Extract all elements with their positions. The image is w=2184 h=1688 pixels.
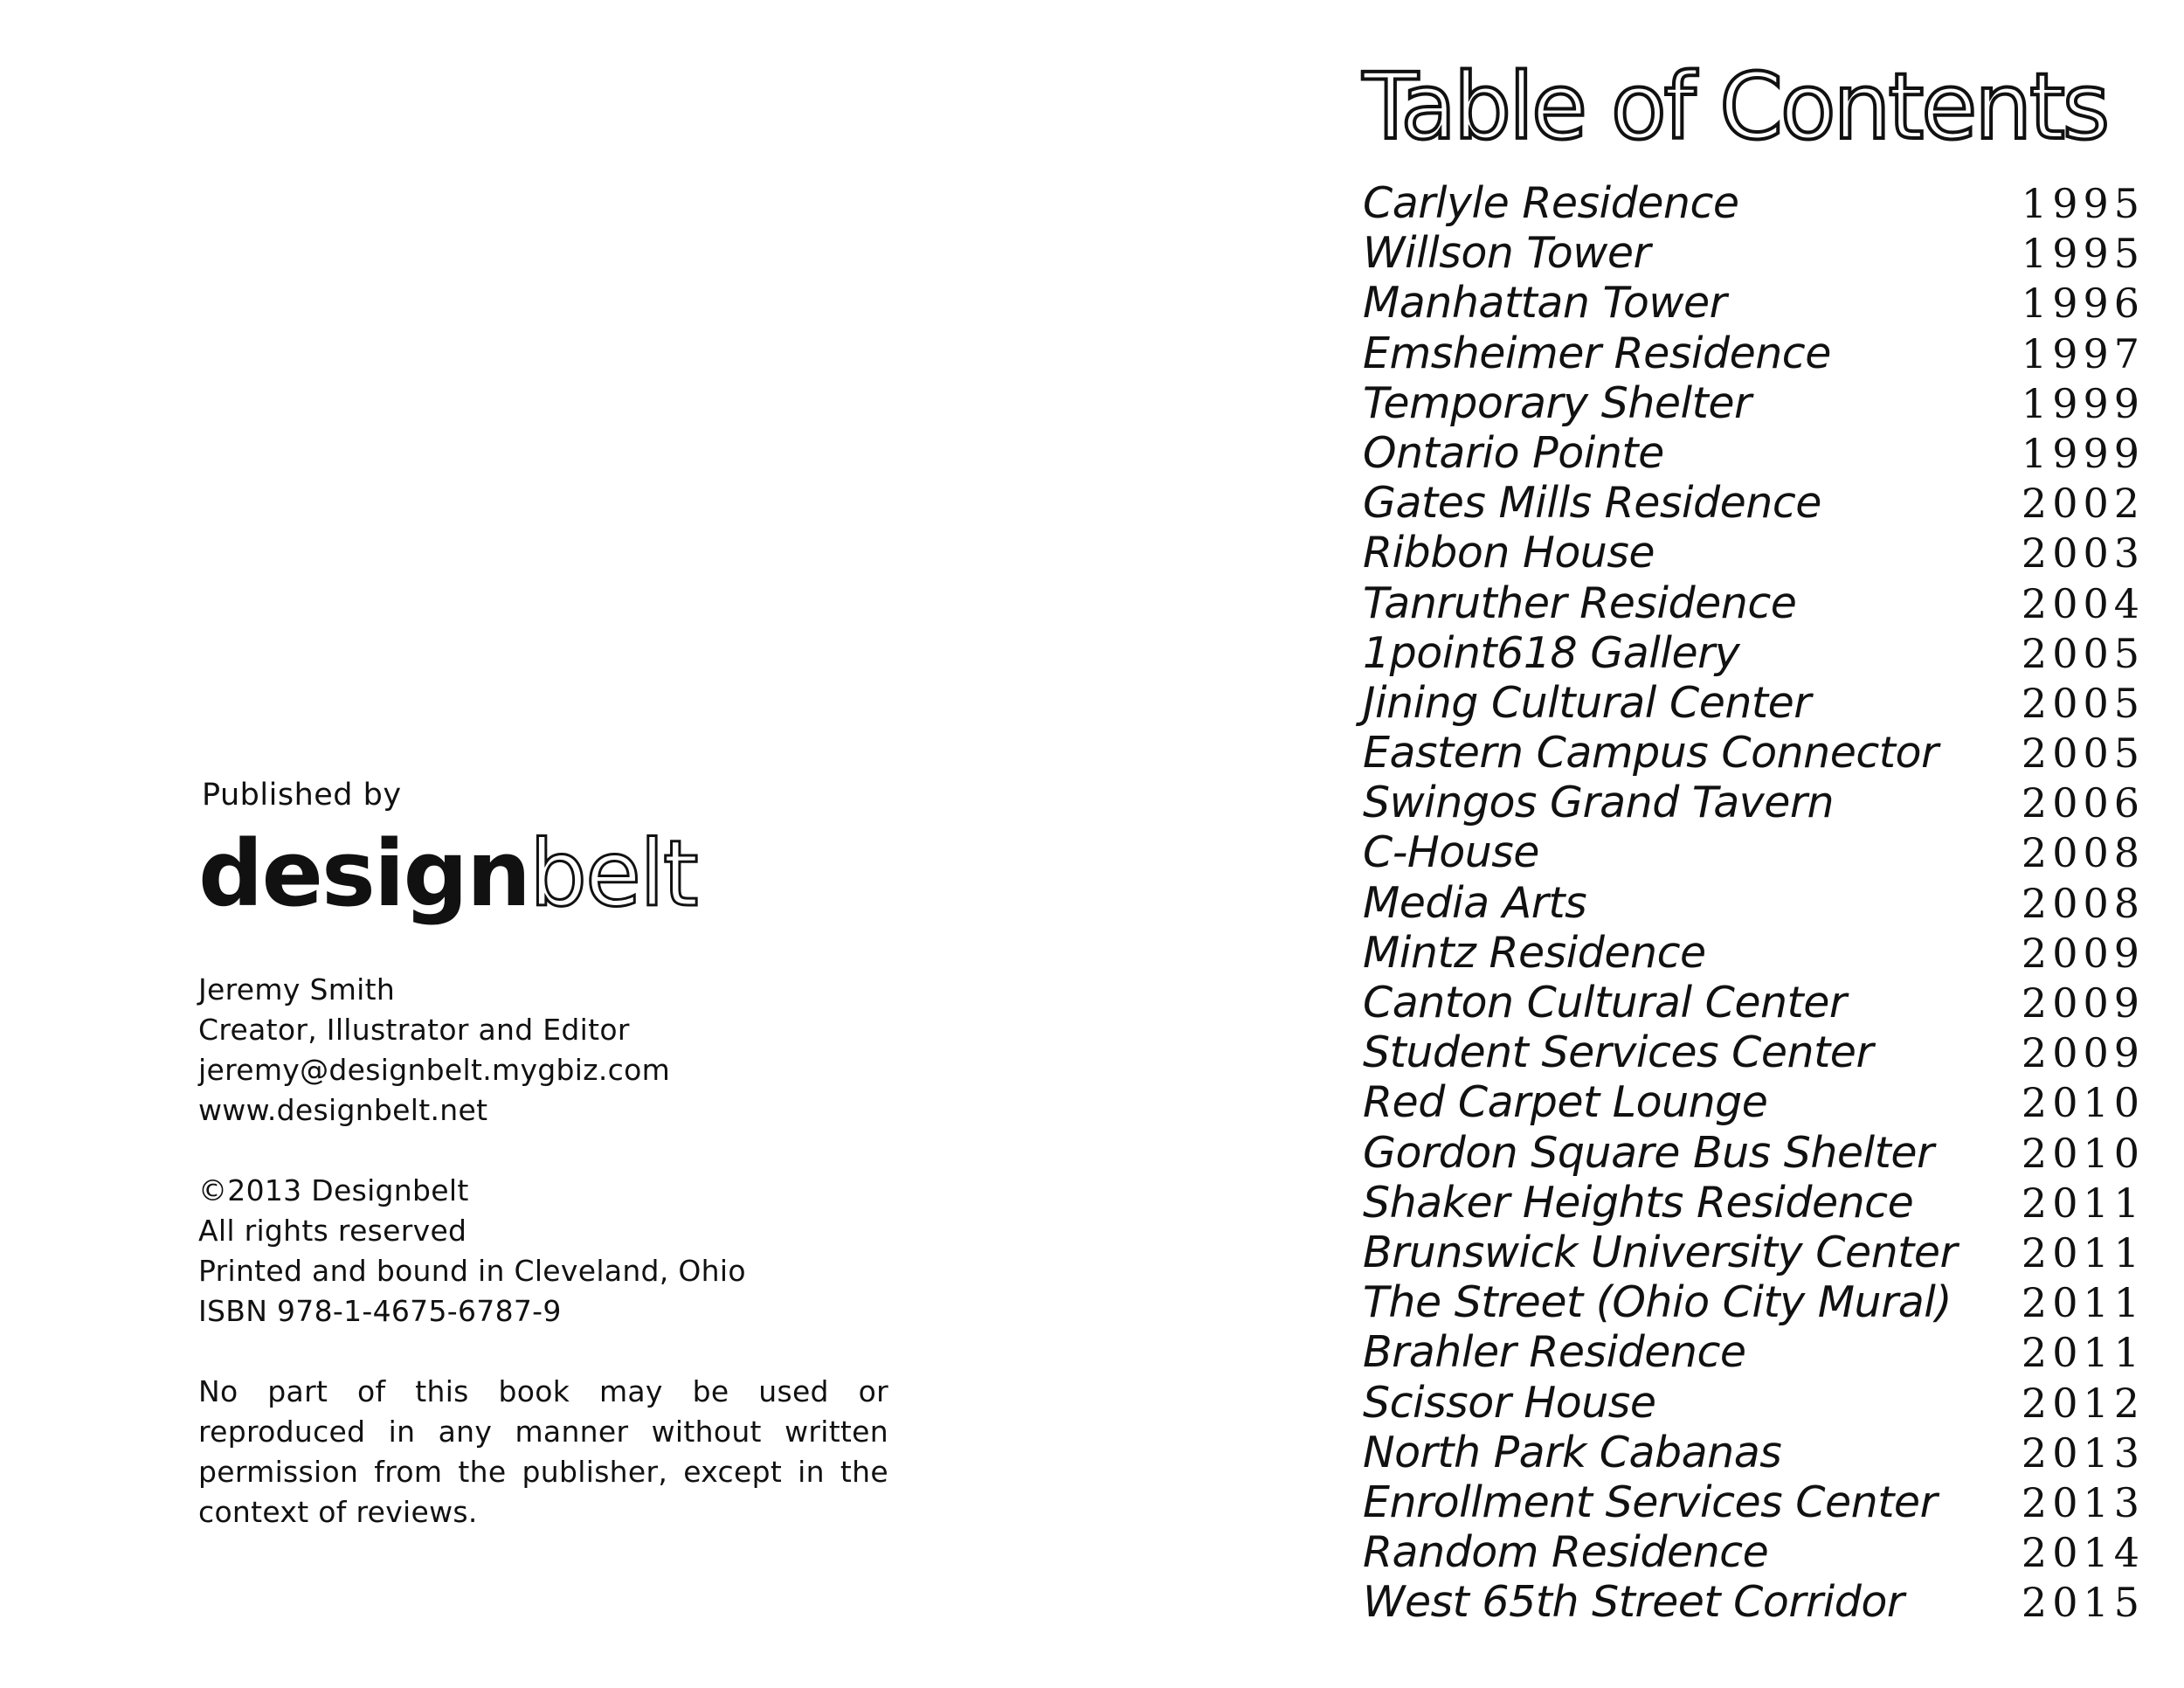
toc-entry-name: Gates Mills Residence bbox=[1363, 478, 1821, 529]
toc-entry-name: Ribbon House bbox=[1363, 528, 1655, 578]
toc-entry bbox=[1363, 329, 2145, 378]
toc-entry bbox=[1363, 1277, 2145, 1327]
toc-entry-name: Brunswick University Center bbox=[1363, 1227, 1958, 1277]
toc-entry-year: 2012 bbox=[2021, 1379, 2145, 1427]
toc-entry-name: West 65th Street Corridor bbox=[1363, 1577, 1904, 1628]
toc-entry-year: 2008 bbox=[2021, 829, 2145, 877]
toc-entry bbox=[1363, 1577, 2145, 1627]
toc-entry-year: 2011 bbox=[2021, 1228, 2145, 1276]
toc-entry-name: Enrollment Services Center bbox=[1363, 1477, 1938, 1527]
toc-entry-year: 2011 bbox=[2021, 1179, 2145, 1227]
toc-entry bbox=[1363, 928, 2145, 978]
toc-entry bbox=[1363, 1527, 2145, 1577]
toc-entry bbox=[1363, 778, 2145, 827]
toc-entry-year: 2004 bbox=[2021, 579, 2145, 627]
toc-entry bbox=[1363, 678, 2145, 728]
toc-entry-year: 2013 bbox=[2021, 1478, 2145, 1526]
toc-entry-year: 1996 bbox=[2021, 280, 2145, 328]
toc-title: Table of Contents bbox=[1363, 53, 2108, 160]
toc-entry-name: Media Arts bbox=[1363, 877, 1587, 928]
toc-entry bbox=[1363, 528, 2145, 578]
toc-entry-year: 2013 bbox=[2021, 1429, 2145, 1477]
toc-entry bbox=[1363, 228, 2145, 278]
toc-entry-year: 1995 bbox=[2021, 230, 2145, 278]
toc-entry-name: Jining Cultural Center bbox=[1363, 677, 1811, 728]
toc-entry-year: 2011 bbox=[2021, 1329, 2145, 1377]
toc-entry-name: Emsheimer Residence bbox=[1363, 328, 1831, 378]
isbn-line: ISBN 978-1-4675-6787-9 bbox=[198, 1294, 562, 1328]
toc-entry-name: Shaker Heights Residence bbox=[1363, 1177, 1914, 1228]
author-role: Creator, Illustrator and Editor bbox=[198, 1013, 630, 1047]
toc-entry bbox=[1363, 1178, 2145, 1228]
toc-entry-name: Manhattan Tower bbox=[1363, 278, 1727, 329]
toc-entry bbox=[1363, 827, 2145, 877]
toc-entry bbox=[1363, 1228, 2145, 1277]
toc-entry-year: 2005 bbox=[2021, 730, 2145, 778]
toc-entry bbox=[1363, 1128, 2145, 1178]
toc-entry-name: Student Services Center bbox=[1363, 1027, 1874, 1078]
toc-entry-name: 1point618 Gallery bbox=[1363, 627, 1740, 678]
toc-entry-year: 2005 bbox=[2021, 679, 2145, 727]
toc-entry-name: Ontario Pointe bbox=[1363, 427, 1664, 478]
toc-entry-year: 2009 bbox=[2021, 979, 2145, 1027]
toc-entry-name: North Park Cabanas bbox=[1363, 1427, 1782, 1477]
toc-entry-year: 2010 bbox=[2021, 1079, 2145, 1127]
toc-entry-name: Scissor House bbox=[1363, 1377, 1656, 1428]
printed-line: Printed and bound in Cleveland, Ohio bbox=[198, 1254, 746, 1288]
logo-solid-text: design bbox=[198, 820, 530, 927]
toc-entry-name: Random Residence bbox=[1363, 1527, 1769, 1578]
toc-entry bbox=[1363, 1027, 2145, 1077]
toc-entry-year: 2011 bbox=[2021, 1279, 2145, 1327]
toc-entry bbox=[1363, 428, 2145, 478]
author-email: jeremy@designbelt.mygbiz.com bbox=[198, 1053, 671, 1087]
toc-entry-year: 2008 bbox=[2021, 879, 2145, 927]
toc-entry-year: 1999 bbox=[2021, 429, 2145, 477]
toc-entry-name: The Street (Ohio City Mural) bbox=[1363, 1277, 1952, 1328]
toc-entry-year: 2010 bbox=[2021, 1129, 2145, 1177]
toc-entry bbox=[1363, 378, 2145, 428]
toc-entry bbox=[1363, 878, 2145, 928]
toc-entry-name: Swingos Grand Tavern bbox=[1363, 778, 1835, 828]
toc-entry bbox=[1363, 1077, 2145, 1127]
toc-entry bbox=[1363, 628, 2145, 678]
toc-entry-year: 2005 bbox=[2021, 629, 2145, 677]
toc-entry-name: Tanruther Residence bbox=[1363, 578, 1797, 628]
toc-entry bbox=[1363, 1378, 2145, 1428]
toc-entry-name: Red Carpet Lounge bbox=[1363, 1077, 1768, 1128]
published-by-label: Published by bbox=[202, 778, 402, 813]
toc-entry-name: Temporary Shelter bbox=[1363, 377, 1752, 428]
toc-entry-name: Willson Tower bbox=[1363, 228, 1651, 279]
toc-entry-name: Canton Cultural Center bbox=[1363, 978, 1847, 1027]
logo-outline-text: belt bbox=[529, 820, 697, 927]
toc-entry bbox=[1363, 978, 2145, 1027]
author-name: Jeremy Smith bbox=[198, 972, 396, 1007]
spacer bbox=[198, 1131, 888, 1171]
toc-entry bbox=[1363, 278, 2145, 328]
toc-entry bbox=[1363, 1477, 2145, 1527]
toc-entry-year: 2009 bbox=[2021, 929, 2145, 977]
copyright-block bbox=[198, 1171, 888, 1332]
rights-line: All rights reserved bbox=[198, 1214, 467, 1248]
toc-entry-year: 2003 bbox=[2021, 529, 2145, 578]
designbelt-logo bbox=[198, 820, 888, 927]
toc-entry bbox=[1363, 1428, 2145, 1477]
toc-entry-name: Mintz Residence bbox=[1363, 927, 1706, 978]
toc-entry-year: 2002 bbox=[2021, 480, 2145, 528]
contact-block bbox=[198, 970, 888, 1131]
toc-entry bbox=[1363, 728, 2145, 778]
toc-entry-name: C-House bbox=[1363, 827, 1539, 878]
toc-entry-year: 2009 bbox=[2021, 1029, 2145, 1077]
toc-entry-year: 1999 bbox=[2021, 379, 2145, 427]
toc-entry-name: Gordon Square Bus Shelter bbox=[1363, 1127, 1934, 1178]
toc-entry-name: Brahler Residence bbox=[1363, 1327, 1746, 1378]
spacer bbox=[198, 1332, 888, 1372]
toc-entry bbox=[1363, 1327, 2145, 1377]
toc-entry-year: 1995 bbox=[2021, 180, 2145, 227]
publisher-website: www.designbelt.net bbox=[198, 1093, 488, 1127]
toc-entry-name: Eastern Campus Connector bbox=[1363, 728, 1939, 778]
toc-entry-year: 2014 bbox=[2021, 1529, 2145, 1577]
toc-entry-year: 2015 bbox=[2021, 1579, 2145, 1627]
toc-entry-year: 1997 bbox=[2021, 329, 2145, 377]
reproduction-notice: No part of this book may be used or reproduced in any manner without written permission from the publisher, except in the context of reviews. bbox=[198, 1374, 888, 1529]
toc-entry-year: 2006 bbox=[2021, 779, 2145, 827]
toc-entry bbox=[1363, 178, 2145, 228]
table-of-contents-page bbox=[1363, 53, 2145, 1628]
toc-entry bbox=[1363, 578, 2145, 628]
toc-entry-name: Carlyle Residence bbox=[1363, 178, 1739, 228]
toc-entry bbox=[1363, 478, 2145, 528]
toc-list bbox=[1363, 178, 2145, 1627]
imprint-page bbox=[198, 778, 888, 1532]
copyright-line: ©2013 Designbelt bbox=[198, 1173, 469, 1207]
